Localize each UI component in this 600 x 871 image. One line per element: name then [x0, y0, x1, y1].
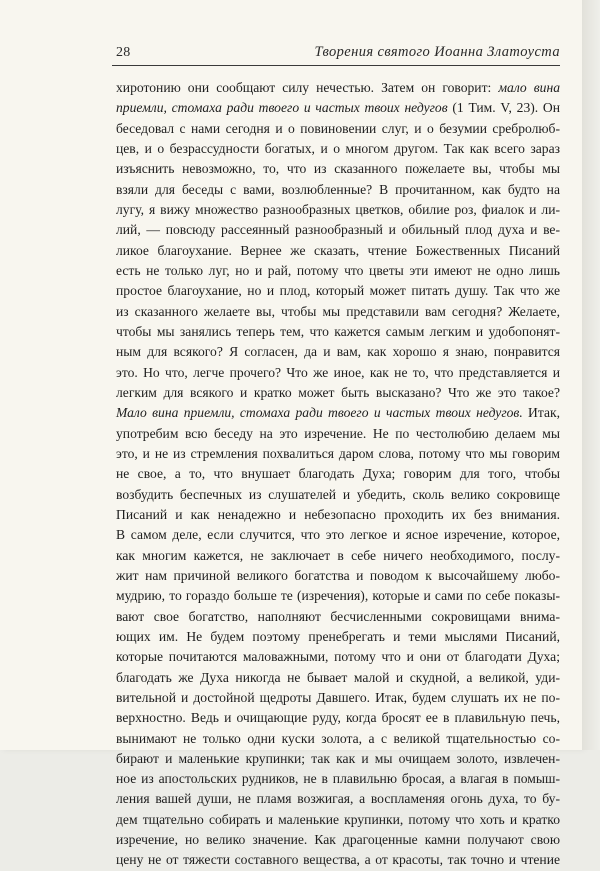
text-run: возбудить беспечных из слушателей и убедить, сколь велико сокровище [116, 486, 560, 502]
text-line [116, 342, 560, 362]
text-line [116, 261, 560, 281]
page-edge [582, 0, 600, 750]
text-line [116, 424, 560, 444]
text-line [116, 810, 560, 830]
text-line [116, 647, 560, 667]
text-line [116, 789, 560, 809]
text-run: Итак, [522, 405, 560, 421]
text-line [116, 78, 560, 98]
text-line [116, 769, 560, 789]
text-run: ликое благоухание. Вернее же сказать, чтение Божественных Писаний [116, 242, 560, 258]
text-run: (1 Тим. V, 23). Он [447, 100, 560, 116]
text-run: вают свое богатство, наполняют бесчисленными сокровищами внима- [116, 608, 560, 624]
text-run: чтобы мы занялись теперь тем, что кажется самым легким и удобопонят- [116, 323, 560, 339]
header-rule [112, 65, 560, 66]
text-run: из сказанного желаете вы, чтобы мы представили вам сегодня? Желаете, [116, 303, 560, 319]
text-run: взяли для беседы с вами, возлюбленные? В прочитанном, как будто на [116, 181, 560, 197]
text-line [116, 566, 560, 586]
text-run: ющих им. Не будем поэтому пренебрегать и теми мыслями Писаний, [116, 628, 560, 644]
text-line [116, 444, 560, 464]
running-header [112, 41, 560, 65]
text-line [116, 546, 560, 566]
text-line [116, 830, 560, 850]
text-line [116, 627, 560, 647]
text-line [116, 607, 560, 627]
text-line [116, 363, 560, 383]
text-run: беседовал с нами сегодня и о повиновении слуг, и о безумии сребролюб- [116, 120, 560, 136]
text-line [116, 281, 560, 301]
text-line [116, 668, 560, 688]
text-run: изречение, но велико значение. Как драгоценные камни получают свою [116, 832, 560, 848]
text-run: В самом деле, если случится, что это легкое и ясное изречение, которое, [116, 527, 560, 543]
text-line [116, 708, 560, 728]
text-run: изъяснить невозможно, то, что из сказанного пожелаете вы, чтобы мы [116, 161, 560, 177]
text-run: жит нам причиной великого богатства и поводом к высочайшему любо- [116, 567, 560, 583]
text-line [116, 98, 560, 118]
italic-quote: приемли, стомаха ради твоего и частых твоих недугов [116, 100, 448, 116]
text-run: ления вашей души, не пламя возжигая, а воспламеняя огонь духа, то бу- [116, 791, 560, 807]
text-line [116, 159, 560, 179]
text-run: употребим всю беседу на это изречение. Не по честолюбию делаем мы [116, 425, 560, 441]
text-run: лий, — повсюду рассеянный разнообразный и обильный плод духа и ве- [116, 222, 560, 238]
text-run: простое благоухание, но и плод, который может питать душу. Так что же [116, 283, 560, 299]
text-run: ным для всякого? Я согласен, да и вам, как хорошо я знаю, понравится [116, 344, 560, 360]
text-run: верхностно. Ведь и очищающие руду, когда бросят ее в плавильную печь, [116, 710, 560, 726]
text-run: это, и не из стремления похвалиться даром слова, потому что мы говорим [116, 445, 560, 461]
page-number: 28 [116, 45, 131, 60]
text-line [116, 200, 560, 220]
italic-quote: Мало вина приемли, стомаха ради твоего и частых твоих недугов. [116, 405, 523, 421]
text-line [116, 749, 560, 769]
text-run: вительной и достойной щедроты Давшего. Итак, будем слушать их не по- [116, 689, 560, 705]
text-line [116, 322, 560, 342]
text-run: есть не только луг, но и рай, потому что цветы эти имеют не одно лишь [116, 262, 560, 278]
text-line [116, 119, 560, 139]
text-run: хиротонию они сообщают силу нечестью. Затем он говорит: [116, 80, 499, 95]
text-line [116, 139, 560, 159]
text-run: это. Но что, легче прочего? Что же иное, как не то, что представляется и [116, 364, 560, 380]
text-line [116, 180, 560, 200]
text-line [116, 505, 560, 525]
text-run: цев, и о безрассудности богатых, и о многом другом. Так как всего зараз [116, 140, 560, 156]
text-run: дем тщательно собирать и маленькие крупинки, потому что хоть и кратко [116, 811, 560, 827]
body-text [116, 78, 560, 871]
text-line [116, 850, 560, 870]
text-line [116, 241, 560, 261]
text-line [116, 403, 560, 423]
text-line [116, 688, 560, 708]
text-run: благодать же Духа никогда не бывает малой и скудной, а великой, уди- [116, 669, 560, 685]
text-run: вынимают не только одни куски золота, а с великой тщательностью со- [116, 730, 560, 746]
text-line [116, 383, 560, 403]
text-line [116, 464, 560, 484]
text-run: мудрию, то гораздо больше те (изречения), которые и сами по себе показы- [116, 588, 560, 604]
text-line [116, 586, 560, 606]
text-run: не свое, а то, что внушает благодать Духа; говорим для того, чтобы [116, 466, 560, 482]
text-run: лугу, я вижу множество разнообразных цветков, обилие роз, фиалок и ли- [116, 201, 560, 217]
text-line [116, 485, 560, 505]
running-title: Творения святого Иоанна Златоуста [314, 44, 560, 60]
text-run: цену не от тяжести составного вещества, а от красоты, так точно и чтение [116, 852, 560, 868]
italic-quote: мало вина [498, 80, 561, 95]
text-line [116, 525, 560, 545]
text-run: легким для всякого и кратко может быть высказано? Что же это такое? [116, 384, 560, 400]
text-run: как многим кажется, не заключает в себе ничего необходимого, послу- [116, 547, 560, 563]
text-run: которые почитаются маловажными, потому что и они от благодати Духа; [116, 649, 560, 665]
text-line [116, 220, 560, 240]
text-run: бирают и маленькие крупинки; так как и мы очищаем золото, извлечен- [116, 750, 560, 766]
text-line [116, 729, 560, 749]
text-line [116, 302, 560, 322]
text-run: ное из апостольских рудников, не в плавильню бросая, а влагая в помыш- [116, 771, 560, 787]
text-run: Писаний и как ненадежно и небезопасно проходить их без внимания. [116, 506, 560, 522]
